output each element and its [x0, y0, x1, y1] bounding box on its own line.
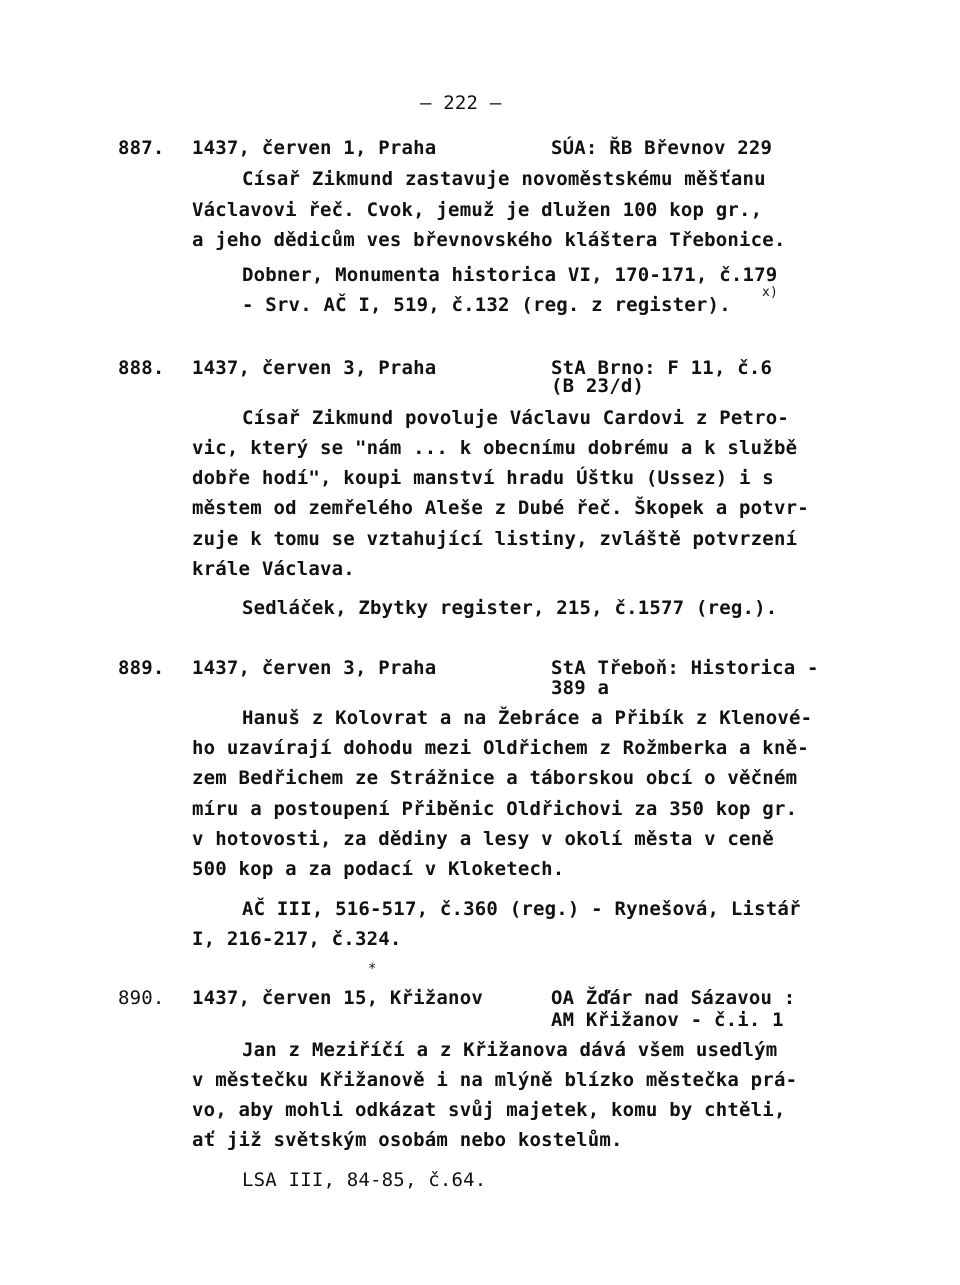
entry-body-line: Císař Zikmund povoluje Václavu Cardovi z Petro-	[242, 407, 790, 429]
entry-citation-line: I, 216-217, č.324.	[192, 928, 402, 950]
entry-header: 1437, červen 3, Praha	[192, 357, 437, 379]
entry-archive: OA Žďár nad Sázavou :	[551, 987, 796, 1009]
entry-citation-line: AČ III, 516-517, č.360 (reg.) - Rynešová, Listář	[242, 898, 801, 920]
entry-body-line: městem od zemřelého Aleše z Dubé řeč. Škopek a potvr-	[192, 497, 809, 519]
separator-mark: *	[368, 961, 377, 977]
entry-archive: AM Křižanov - č.i. 1	[551, 1009, 784, 1031]
entry-body-line: v hotovosti, za dědiny a lesy v okolí města v ceně	[192, 828, 774, 850]
entry-body-line: vo, aby mohli odkázat svůj majetek, komu by chtěli,	[192, 1099, 786, 1121]
entry-citation-line: - Srv. AČ I, 519, č.132 (reg. z register).	[242, 294, 731, 316]
entry-body-line: Jan z Meziříčí a z Křižanova dává všem usedlým	[242, 1039, 778, 1061]
entry-header: 1437, červen 1, Praha	[192, 137, 437, 159]
entry-body-line: zem Bedřichem ze Strážnice a táborskou obcí o věčném	[192, 767, 798, 789]
entry-archive: StA Brno: F 11, č.6	[551, 357, 773, 379]
entry-body-line: ho uzavírají dohodu mezi Oldřichem z Rožmberka a kně-	[192, 737, 809, 759]
entry-archive: SÚA: ŘB Břevnov 229	[551, 137, 773, 159]
entry-number: 887.	[118, 137, 165, 159]
entry-body-line: míru a postoupení Přiběnic Oldřichovi za 350 kop gr.	[192, 798, 798, 820]
entry-body-line: Václavovi řeč. Cvok, jemuž je dlužen 100 kop gr.,	[192, 199, 763, 221]
entry-body-line: 500 kop a za podací v Kloketech.	[192, 858, 565, 880]
entry-body-line: dobře hodí", koupi manství hradu Úštku (Ussez) i s	[192, 467, 774, 489]
entry-citation-line: Sedláček, Zbytky register, 215, č.1577 (reg.).	[242, 597, 778, 619]
entry-citation-line: LSA III, 84-85, č.64.	[242, 1169, 487, 1191]
entry-citation-line: Dobner, Monumenta historica VI, 170-171, č.179	[242, 264, 778, 286]
entry-body-line: v městečku Křižanově i na mlýně blízko městečka prá-	[192, 1069, 798, 1091]
entry-archive: (B 23/d)	[551, 375, 645, 397]
entry-body-line: krále Václava.	[192, 558, 355, 580]
entry-body-line: Hanuš z Kolovrat a na Žebráce a Přibík z Klenové-	[242, 707, 813, 729]
entry-body-line: ať již světským osobám nebo kostelům.	[192, 1129, 623, 1151]
entry-number: 888.	[118, 357, 165, 379]
entry-archive: StA Třeboň: Historica -	[551, 657, 819, 679]
entry-number: 890.	[118, 987, 165, 1009]
footnote-mark: x)	[762, 285, 779, 300]
page-number: – 222 –	[420, 92, 502, 114]
entry-archive: 389 a	[551, 677, 610, 699]
entry-body-line: vic, který se "nám ... k obecnímu dobrému a k službě	[192, 437, 798, 459]
entry-body-line: zuje k tomu se vztahující listiny, zvláště potvrzení	[192, 528, 798, 550]
entry-header: 1437, červen 3, Praha	[192, 657, 437, 679]
entry-number: 889.	[118, 657, 165, 679]
entry-body-line: Císař Zikmund zastavuje novoměstskému měšťanu	[242, 168, 766, 190]
entry-body-line: a jeho dědicům ves břevnovského kláštera Třebonice.	[192, 229, 786, 251]
entry-header: 1437, červen 15, Křižanov	[192, 987, 483, 1009]
